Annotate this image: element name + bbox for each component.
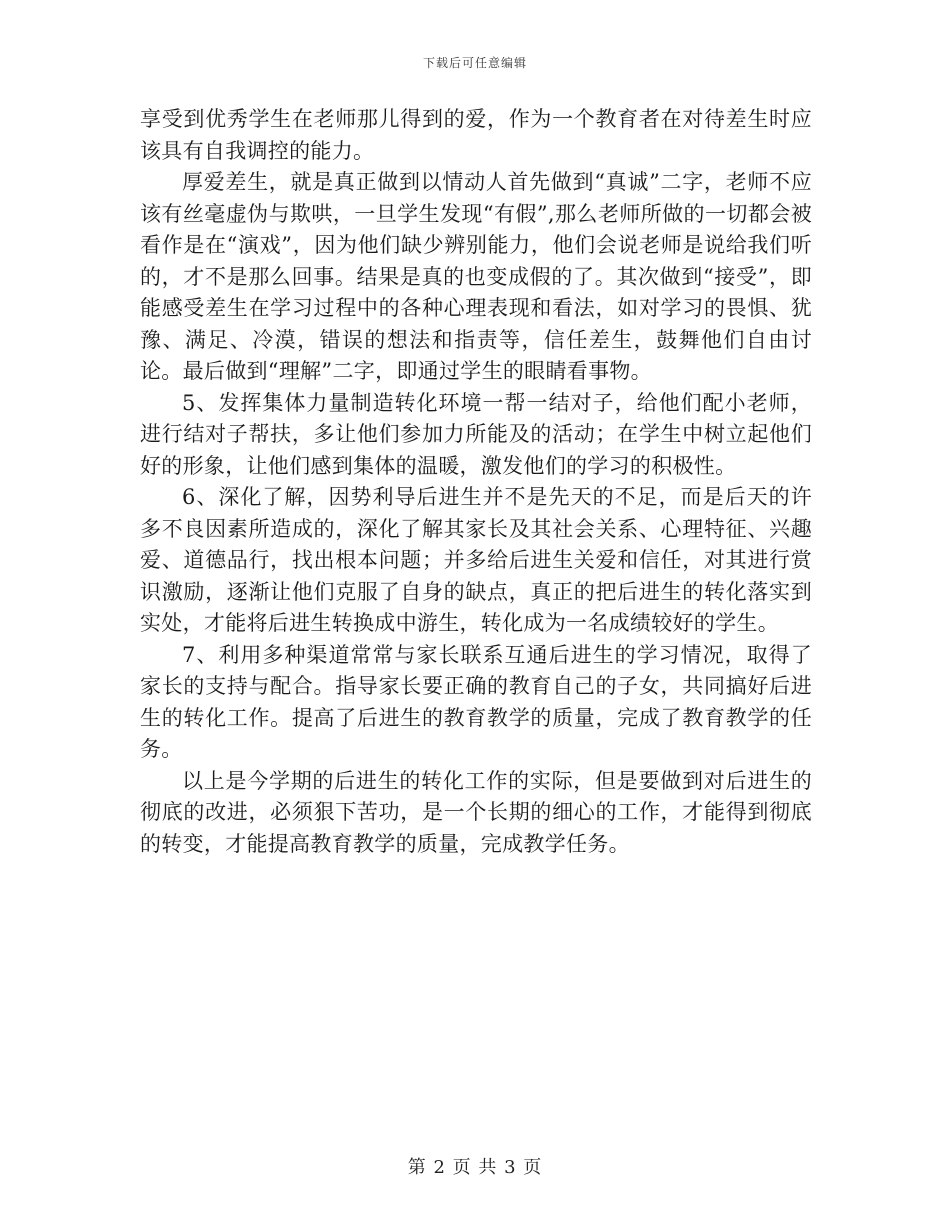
paragraph-continued: 享受到优秀学生在老师那儿得到的爱，作为一个教育者在对待差生时应该具有自我调控的能力。 [140, 107, 812, 163]
page-number: 第 2 页 共 3 页 [407, 1157, 543, 1178]
paragraph-item-7: 7、利用多种渠道常常与家长联系互通后进生的学习情况，取得了家长的支持与配合。指导家长要正确的教育自己的子女，共同搞好后进生的转化工作。提高了后进生的教育教学的质量，完成了教育教学的任务。 [140, 642, 812, 761]
paragraph-conclusion: 以上是今学期的后进生的转化工作的实际，但是要做到对后进生的彻底的改进，必须狠下苦功，是一个长期的细心的工作，才能得到彻底的转变，才能提高教育教学的质量，完成教学任务。 [140, 768, 812, 856]
header-note: 下载后可任意编辑 [422, 56, 527, 70]
paragraph-item-6: 6、深化了解，因势利导后进生并不是先天的不足，而是后天的许多不良因素所造成的，深化了解其家长及其社会关系、心理特征、兴趣爱、道德品行，找出根本问题；并多给后进生关爱和信任，对其进行赏识激励，逐渐让他们克服了自身的缺点，真正的把后进生的转化落实到实处，才能将后进生转换成中游生，转化成为一名成绩较好的学生。 [140, 485, 812, 635]
document-body [140, 104, 812, 860]
paragraph-sincerity: 厚爱差生，就是真正做到以情动人首先做到“真诚”二字，老师不应该有丝毫虚伪与欺哄，一旦学生发现“有假”,那么老师所做的一切都会被看作是在“演戏”，因为他们缺少辨别能力，他们会说老师是说给我们听的，才不是那么回事。结果是真的也变成假的了。其次做到“接受”，即能感受差生在学习过程中的各种心理表现和看法，如对学习的畏惧、犹豫、满足、冷漠，错误的想法和指责等，信任差生，鼓舞他们自由讨论。最后做到“理解”二字，即通过学生的眼睛看事物。 [140, 170, 812, 383]
paragraph-item-5: 5、发挥集体力量制造转化环境一帮一结对子，给他们配小老师，进行结对子帮扶，多让他们参加力所能及的活动；在学生中树立起他们好的形象，让他们感到集体的温暖，激发他们的学习的积极性。 [140, 390, 812, 478]
